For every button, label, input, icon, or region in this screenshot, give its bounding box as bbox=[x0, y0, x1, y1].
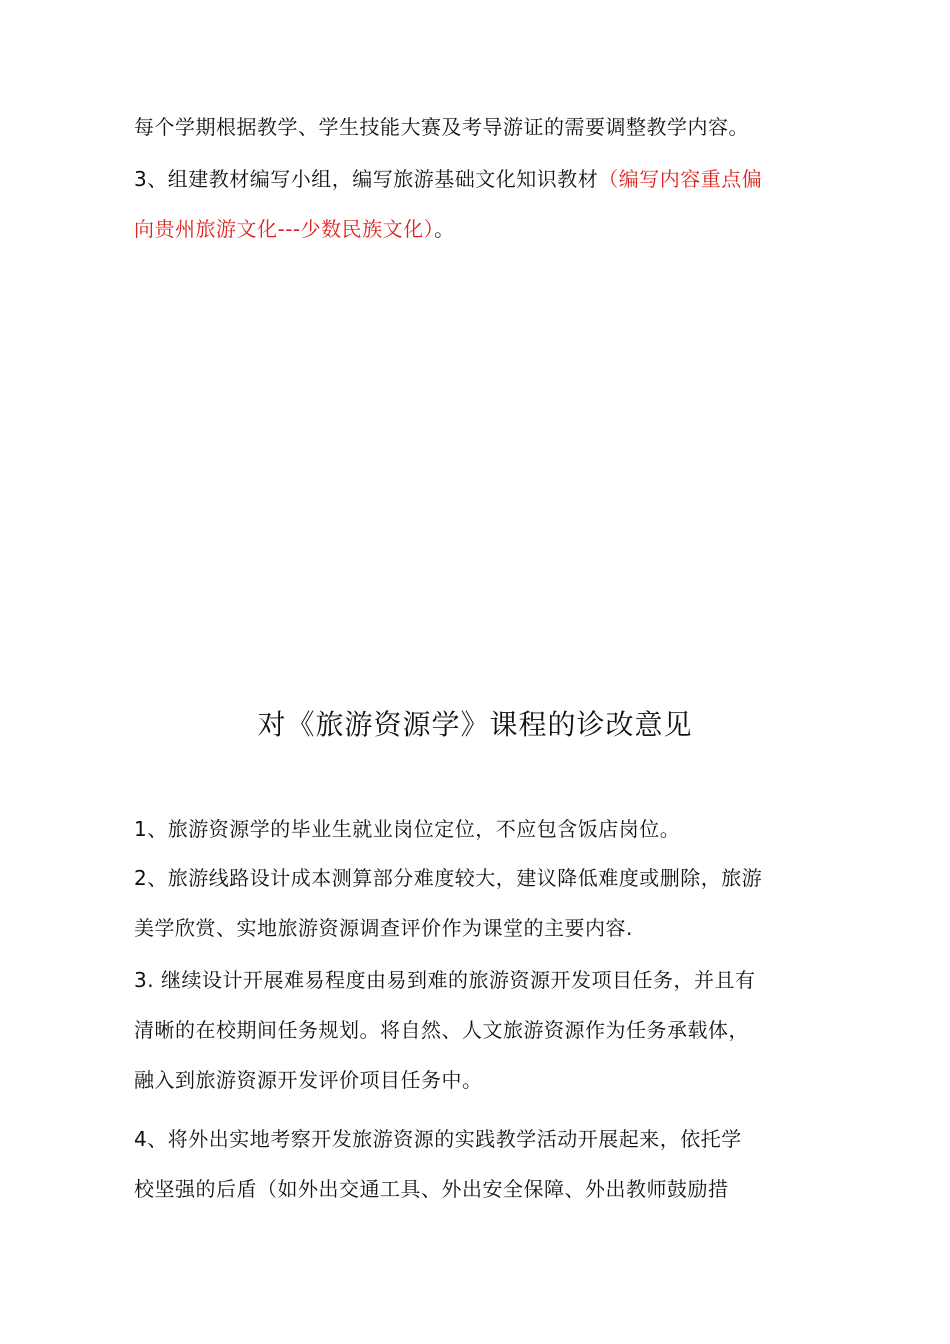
text-span: 。 bbox=[434, 217, 455, 241]
paragraph-item-1 bbox=[134, 804, 834, 854]
text-line: 融入到旅游资源开发评价项目任务中。 bbox=[134, 1068, 483, 1092]
paragraph-item-2 bbox=[134, 853, 834, 953]
text-line bbox=[134, 154, 834, 204]
paragraph-top-line bbox=[134, 102, 834, 152]
text-line: 校坚强的后盾（如外出交通工具、外出安全保障、外出教师鼓励措 bbox=[134, 1177, 729, 1201]
text-line: 3. 继续设计开展难易程度由易到难的旅游资源开发项目任务，并且有 bbox=[134, 968, 756, 992]
text-span: 3、组建教材编写小组，编写旅游基础文化知识教材 bbox=[134, 167, 599, 191]
text-line: 每个学期根据教学、学生技能大赛及考导游证的需要调整教学内容。 bbox=[134, 115, 749, 139]
text-line: 1、旅游资源学的毕业生就业岗位定位，不应包含饭店岗位。 bbox=[134, 817, 681, 841]
text-line: 4、将外出实地考察开发旅游资源的实践教学活动开展起来，依托学 bbox=[134, 1127, 742, 1151]
highlight-text: 向贵州旅游文化---少数民族文化） bbox=[134, 217, 435, 241]
text-line: 美学欣赏、实地旅游资源调查评价作为课堂的主要内容. bbox=[134, 916, 633, 940]
text-line: 2、旅游线路设计成本测算部分难度较大，建议降低难度或删除，旅游 bbox=[134, 866, 763, 890]
text-line: 清晰的在校期间任务规划。将自然、人文旅游资源作为任务承载体， bbox=[134, 1018, 749, 1042]
paragraph-item-4 bbox=[134, 1114, 834, 1214]
text-line bbox=[134, 204, 834, 254]
section-title: 对《旅游资源学》课程的诊改意见 bbox=[257, 708, 693, 741]
paragraph-item-3 bbox=[134, 955, 834, 1105]
paragraph-item-3-textbook bbox=[134, 154, 834, 254]
highlight-text: （编写内容重点偏 bbox=[598, 167, 763, 191]
